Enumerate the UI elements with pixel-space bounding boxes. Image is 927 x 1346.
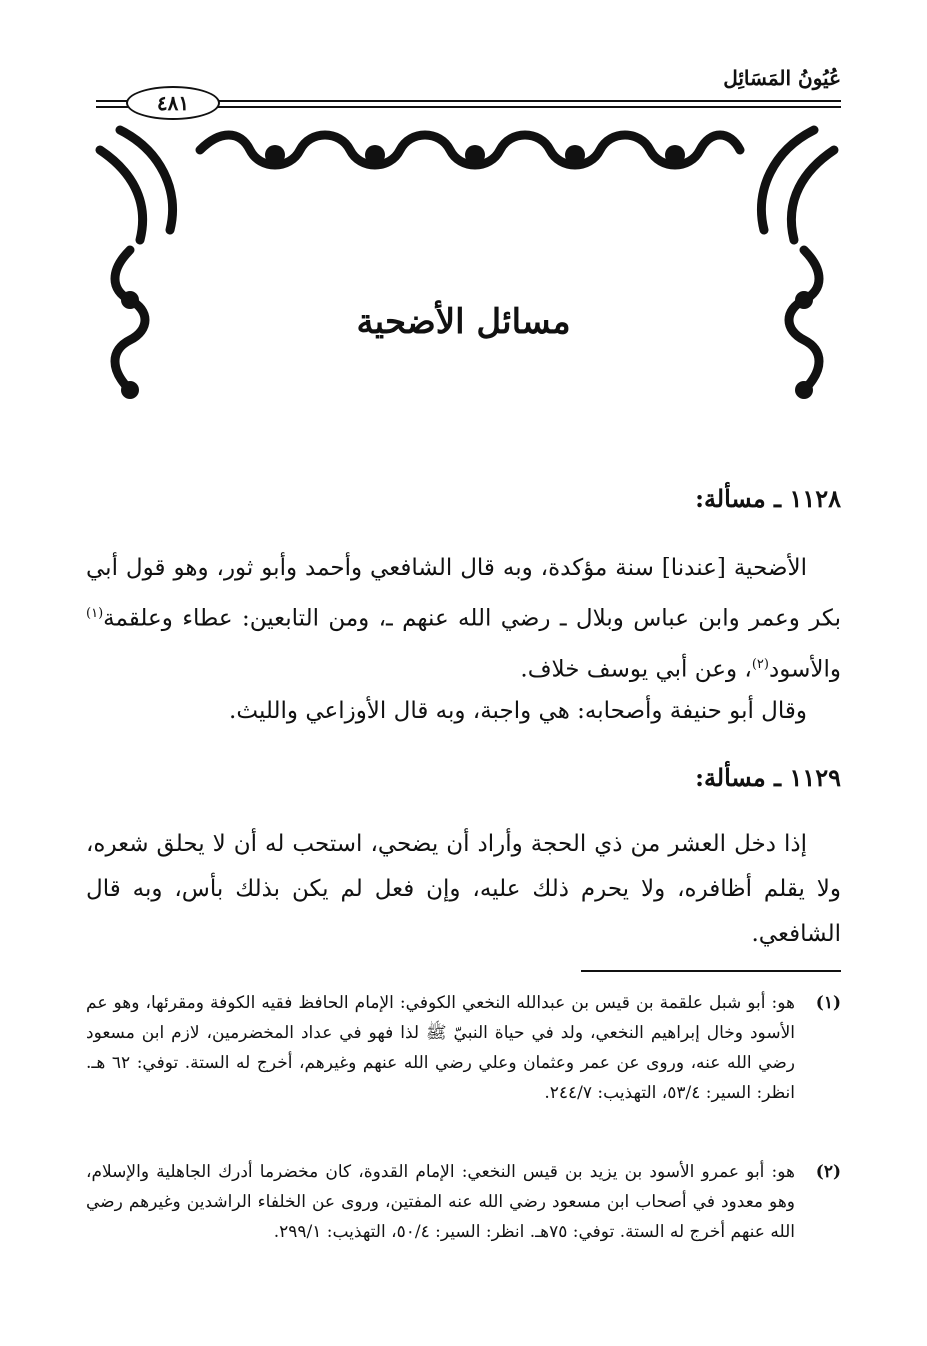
chapter-ornament-frame bbox=[90, 110, 844, 410]
running-title: عُيُونُ المَسَائِل bbox=[723, 66, 841, 90]
footnote-separator bbox=[581, 970, 841, 972]
paragraph-text-end: ، وعن أبي يوسف خلاف. bbox=[520, 656, 752, 683]
footnote-2 bbox=[86, 1157, 841, 1247]
question-1129-paragraph-1: إذا دخل العشر من ذي الحجة وأراد أن يضحي، استحب له أن لا يحلق شعره، ولا يقلم أظافره، ولا يحرم ذلك عليه، وإن فعل لم يكن بذلك بأس، وبه قال الشافعي. bbox=[86, 831, 841, 947]
question-1128-paragraph-1 bbox=[86, 546, 841, 692]
chapter-title: مسائل الأضحية bbox=[356, 302, 571, 342]
footnote-ref-1[interactable]: (١) bbox=[86, 606, 104, 621]
footnote-1 bbox=[86, 988, 841, 1108]
question-heading-1128: ١١٢٨ ـ مسألة: bbox=[695, 484, 841, 513]
footnote-number: (١) bbox=[815, 993, 841, 1013]
footnote-number: (٢) bbox=[815, 1162, 841, 1182]
footnote-text: هو: أبو عمرو الأسود بن يزيد بن قيس النخعي: الإمام القدوة، كان مخضرما أدرك الجاهلية والإسلام، وهو معدود في أصحاب ابن مسعود رضي الله عنه المفتين، وروى عن الخلفاء الراشدين وغيرهم رضي الله عنهم أخرج له الستة. توفي: ٧٥هـ. انظر: السير: ٥٠/٤، التهذيب: ٢٩٩/١. bbox=[86, 1162, 795, 1242]
page-number: ٤٨١ bbox=[126, 86, 220, 120]
question-1128-paragraph-2: وقال أبو حنيفة وأصحابه: هي واجبة، وبه قال الأوزاعي والليث. bbox=[229, 698, 807, 724]
paragraph-text-continued: والأسود bbox=[768, 656, 841, 683]
footnote-text: هو: أبو شبل علقمة بن قيس بن عبدالله النخعي الكوفي: الإمام الحافظ فقيه الكوفة ومقرئها، وهو عم الأسود وخال إبراهيم النخعي، ولد في حياة النبيّ ﷺ لذا فهو في عداد المخضرمين، لازم ابن مسعود رضي الله عنه، وروى عن عمر وعثمان وعلي رضي الله عنهم وغيرهم، أخرج له الستة. توفي: ٦٢ هـ. انظر: السير: ٥٣/٤، التهذيب: ٢٤٤/٧. bbox=[86, 993, 795, 1103]
question-heading-1129: ١١٢٩ ـ مسألة: bbox=[695, 763, 841, 792]
footnote-ref-2[interactable]: (٢) bbox=[751, 656, 769, 672]
paragraph-text: الأضحية [عندنا] سنة مؤكدة، وبه قال الشافعي وأحمد وأبو ثور، وهو قول أبي بكر وعمر وابن عباس وبلال ـ رضي الله عنهم ـ، ومن التابعين: عطاء وعلقمة bbox=[86, 555, 841, 632]
